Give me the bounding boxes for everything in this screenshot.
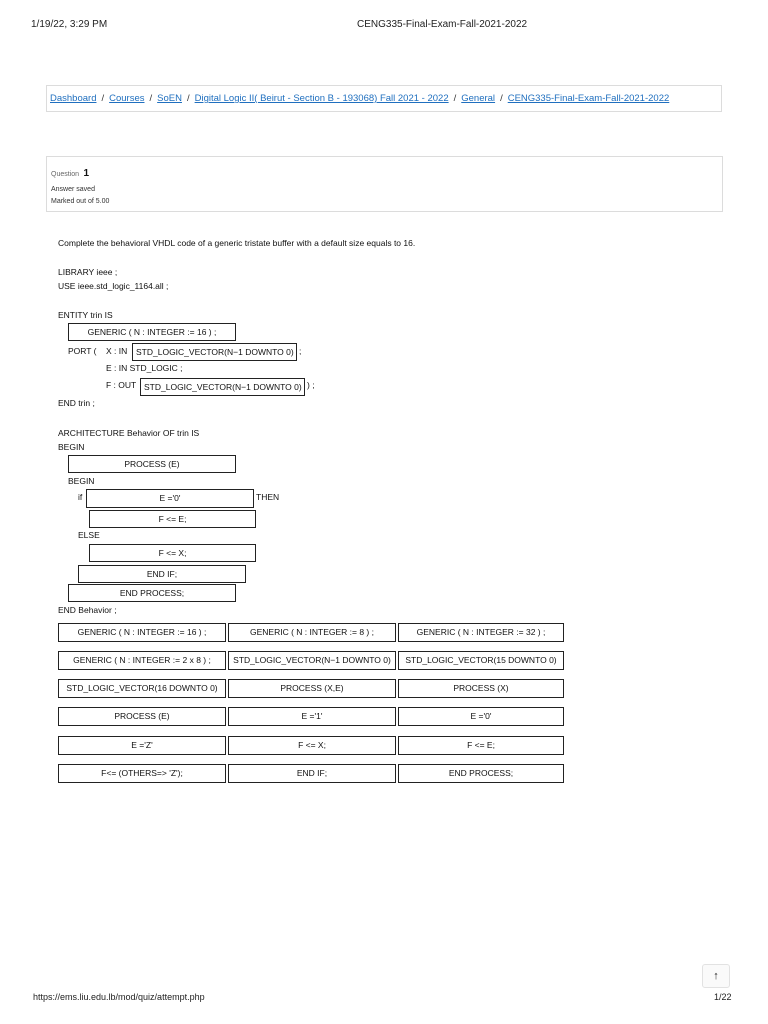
question-marks: Marked out of 5.00 — [51, 198, 110, 205]
code-begin: BEGIN — [58, 442, 85, 452]
code-close-paren: ) ; — [307, 380, 315, 390]
choice-tile[interactable]: E ='1' — [228, 707, 396, 726]
code-entity: ENTITY trin IS — [58, 310, 113, 320]
choice-tile[interactable]: PROCESS (X) — [398, 679, 564, 698]
drop-zone-x-type[interactable]: STD_LOGIC_VECTOR(N−1 DOWNTO 0) — [132, 343, 297, 361]
choice-tile[interactable]: STD_LOGIC_VECTOR(N−1 DOWNTO 0) — [228, 651, 396, 670]
question-info — [46, 156, 723, 212]
breadcrumb-separator: / — [149, 93, 153, 104]
drop-zone-condition[interactable]: E ='0' — [86, 489, 254, 508]
code-x-in: X : IN — [106, 346, 128, 356]
code-port: PORT ( — [68, 346, 97, 356]
breadcrumb-separator: / — [186, 93, 190, 104]
drop-zone-end-if[interactable]: END IF; — [78, 565, 246, 583]
choice-tile[interactable]: F <= X; — [228, 736, 396, 755]
choice-tile[interactable]: STD_LOGIC_VECTOR(16 DOWNTO 0) — [58, 679, 226, 698]
back-to-top-button[interactable] — [702, 964, 730, 988]
drop-zone-else-statement[interactable]: F <= X; — [89, 544, 256, 562]
breadcrumb-quiz[interactable]: CENG335-Final-Exam-Fall-2021-2022 — [507, 93, 670, 104]
choice-tile[interactable]: GENERIC ( N : INTEGER := 32 ) ; — [398, 623, 564, 642]
choice-tile[interactable]: PROCESS (X,E) — [228, 679, 396, 698]
breadcrumb-course[interactable]: Digital Logic II( Beirut - Section B - 193068) Fall 2021 - 2022 — [194, 93, 449, 104]
code-use: USE ieee.std_logic_1164.all ; — [58, 281, 169, 291]
code-then: THEN — [256, 492, 280, 502]
code-f-out: F : OUT — [106, 380, 137, 390]
page-number: 1/22 — [714, 992, 732, 1002]
breadcrumb-separator: / — [101, 93, 105, 104]
question-label: Question — [51, 171, 80, 178]
breadcrumb-courses[interactable]: Courses — [109, 93, 145, 104]
print-title: CENG335-Final-Exam-Fall-2021-2022 — [357, 19, 528, 30]
code-if: if — [78, 492, 83, 502]
code-end-behavior: END Behavior ; — [58, 605, 117, 615]
arrow-up-icon: ↑ — [713, 970, 719, 982]
print-date: 1/19/22, 3:29 PM — [31, 19, 108, 30]
choice-tile[interactable]: F<= (OTHERS=> 'Z'); — [58, 764, 226, 783]
choice-tile[interactable]: E ='Z' — [58, 736, 226, 755]
choice-tile[interactable]: F <= E; — [398, 736, 564, 755]
print-url: https://ems.liu.edu.lb/mod/quiz/attempt.php — [33, 992, 205, 1002]
question-status: Answer saved — [51, 186, 95, 193]
drop-zone-end-process[interactable]: END PROCESS; — [68, 584, 236, 602]
choice-tile[interactable]: END PROCESS; — [398, 764, 564, 783]
breadcrumb-general[interactable]: General — [461, 93, 496, 104]
drop-zone-generic[interactable]: GENERIC ( N : INTEGER := 16 ) ; — [68, 323, 236, 341]
breadcrumb-separator: / — [500, 93, 503, 104]
question-number: 1 — [83, 168, 90, 179]
code-end-trin: END trin ; — [58, 398, 95, 408]
choice-tile[interactable]: GENERIC ( N : INTEGER := 2 x 8 ) ; — [58, 651, 226, 670]
breadcrumb-dashboard[interactable]: Dashboard — [50, 93, 97, 104]
choice-tile[interactable]: E ='0' — [398, 707, 564, 726]
code-library: LIBRARY ieee ; — [58, 267, 118, 277]
choice-tile[interactable]: GENERIC ( N : INTEGER := 16 ) ; — [58, 623, 226, 642]
breadcrumb — [46, 85, 722, 112]
choice-tile[interactable]: END IF; — [228, 764, 396, 783]
code-architecture: ARCHITECTURE Behavior OF trin IS — [58, 428, 200, 438]
drop-zone-then-statement[interactable]: F <= E; — [89, 510, 256, 528]
choice-tile[interactable]: STD_LOGIC_VECTOR(15 DOWNTO 0) — [398, 651, 564, 670]
code-else: ELSE — [78, 530, 100, 540]
choice-tile[interactable]: GENERIC ( N : INTEGER := 8 ) ; — [228, 623, 396, 642]
choice-tile[interactable]: PROCESS (E) — [58, 707, 226, 726]
question-prompt: Complete the behavioral VHDL code of a generic tristate buffer with a default size equals to 16. — [58, 238, 416, 248]
code-e-in: E : IN STD_LOGIC ; — [106, 363, 183, 373]
breadcrumb-separator: / — [453, 93, 457, 104]
drop-zone-f-type[interactable]: STD_LOGIC_VECTOR(N−1 DOWNTO 0) — [140, 378, 305, 396]
code-process-begin: BEGIN — [68, 476, 95, 486]
code-semicolon: ; — [299, 346, 302, 356]
drop-zone-process[interactable]: PROCESS (E) — [68, 455, 236, 473]
breadcrumb-soen[interactable]: SoEN — [157, 93, 182, 104]
